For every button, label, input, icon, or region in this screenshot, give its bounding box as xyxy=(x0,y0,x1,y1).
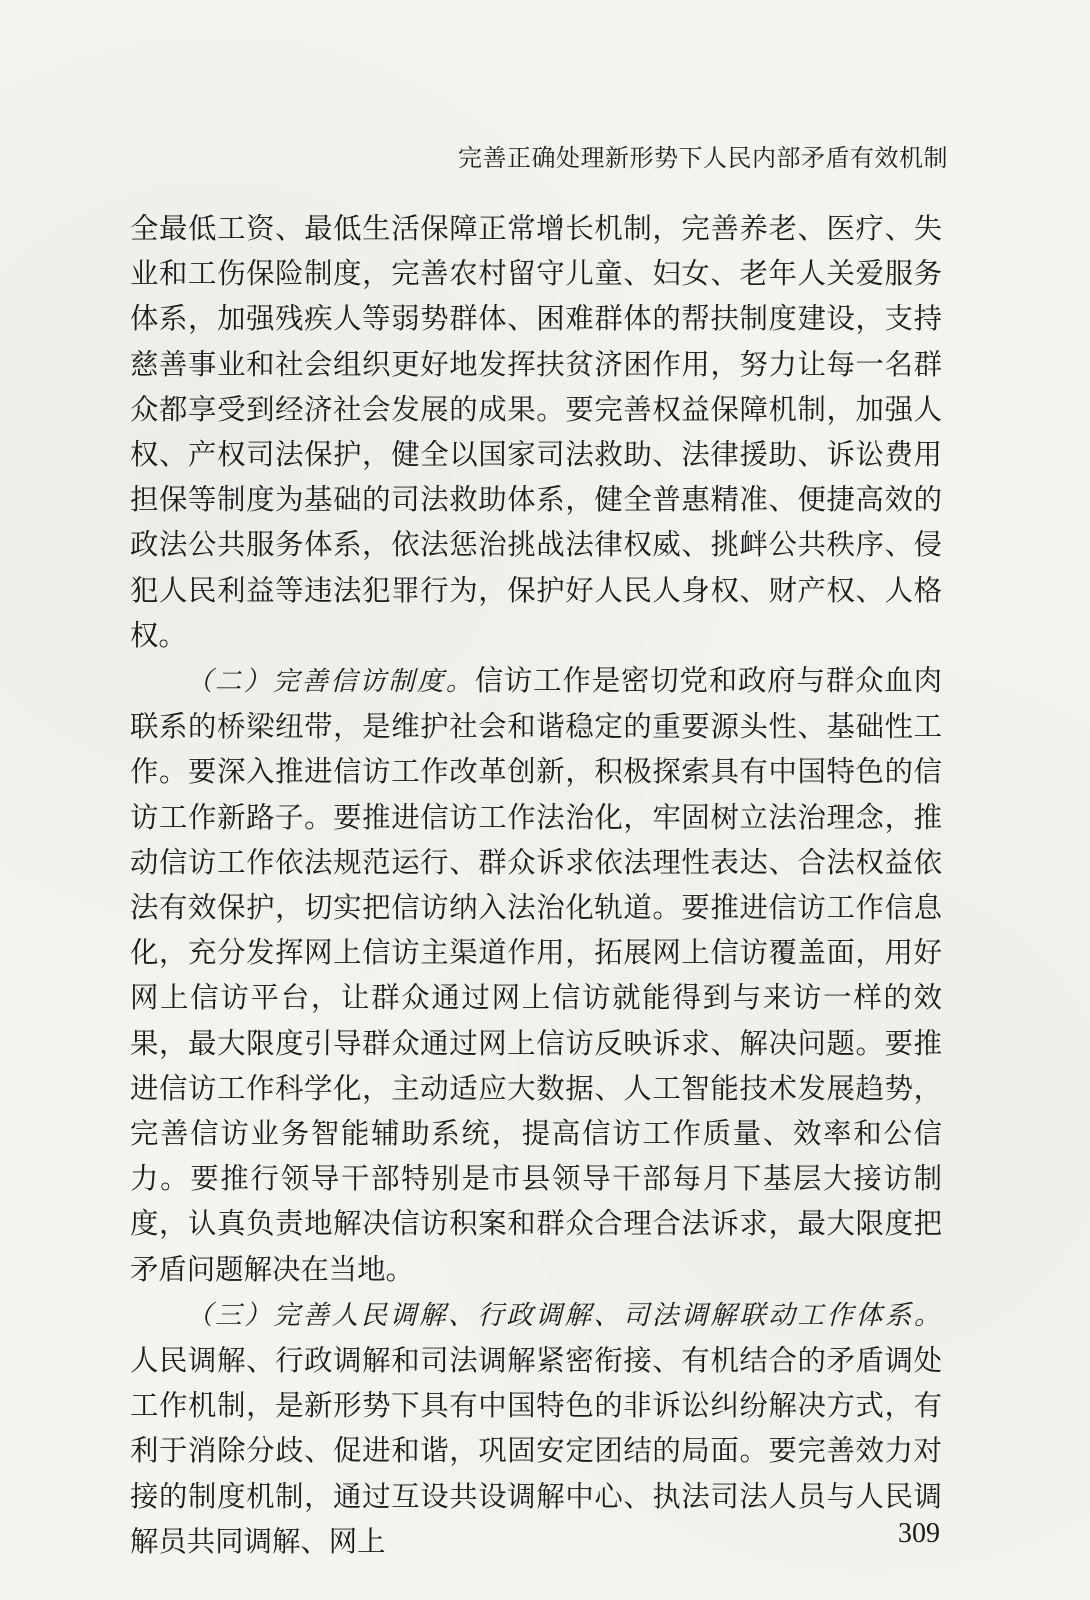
section-heading-petition: （二）完善信访制度。 xyxy=(186,666,475,698)
body-text xyxy=(130,206,942,1564)
paragraph-mediation-body: 人民调解、行政调解和司法调解紧密衔接、有机结合的矛盾调处工作机制，是新形势下具有中国特色的非诉讼纠纷解决方式，有利于消除分歧、促进和谐，巩固安定团结的局面。要完善效力对接的制度机制，通过互设共设调解中心、执法司法人员与人民调解员共同调解、网上 xyxy=(130,1344,942,1558)
paragraph-mediation-system xyxy=(130,1292,942,1564)
paragraph-petition-body: 信访工作是密切党和政府与群众血肉联系的桥梁纽带，是维护社会和谐稳定的重要源头性、基础性工作。要深入推进信访工作改革创新，积极探索具有中国特色的信访工作新路子。要推进信访工作法治化，牢固树立法治理念，推动信访工作依法规范运行、群众诉求依法理性表达、合法权益依法有效保护，切实把信访纳入法治化轨道。要推进信访工作信息化，充分发挥网上信访主渠道作用，拓展网上信访覆盖面，用好网上信访平台，让群众通过网上信访就能得到与来访一样的效果，最大限度引导群众通过网上信访反映诉求、解决问题。要推进信访工作科学化，主动适应大数据、人工智能技术发展趋势，完善信访业务智能辅助系统，提高信访工作质量、效率和公信力。要推行领导干部特别是市县领导干部每月下基层大接访制度，认真负责地解决信访积案和群众合理合法诉求，最大限度把矛盾问题解决在当地。 xyxy=(130,664,942,1286)
section-heading-mediation: （三）完善人民调解、行政调解、司法调解联动工作体系。 xyxy=(186,1299,942,1331)
page-number: 309 xyxy=(898,1518,940,1549)
running-head-title: 完善正确处理新形势下人民内部矛盾有效机制 xyxy=(458,144,948,172)
paragraph-continued: 全最低工资、最低生活保障正常增长机制，完善养老、医疗、失业和工伤保险制度，完善农村留守儿童、妇女、老年人关爱服务体系，加强残疾人等弱势群体、困难群体的帮扶制度建设，支持慈善事业和社会组织更好地发挥扶贫济困作用，努力让每一名群众都享受到经济社会发展的成果。要完善权益保障机制，加强人权、产权司法保护，健全以国家司法救助、法律援助、诉讼费用担保等制度为基础的司法救助体系，健全普惠精准、便捷高效的政法公共服务体系，依法惩治挑战法律权威、挑衅公共秩序、侵犯人民利益等违法犯罪行为，保护好人民人身权、财产权、人格权。 xyxy=(130,212,942,652)
paragraph-petition-system xyxy=(130,658,942,1292)
